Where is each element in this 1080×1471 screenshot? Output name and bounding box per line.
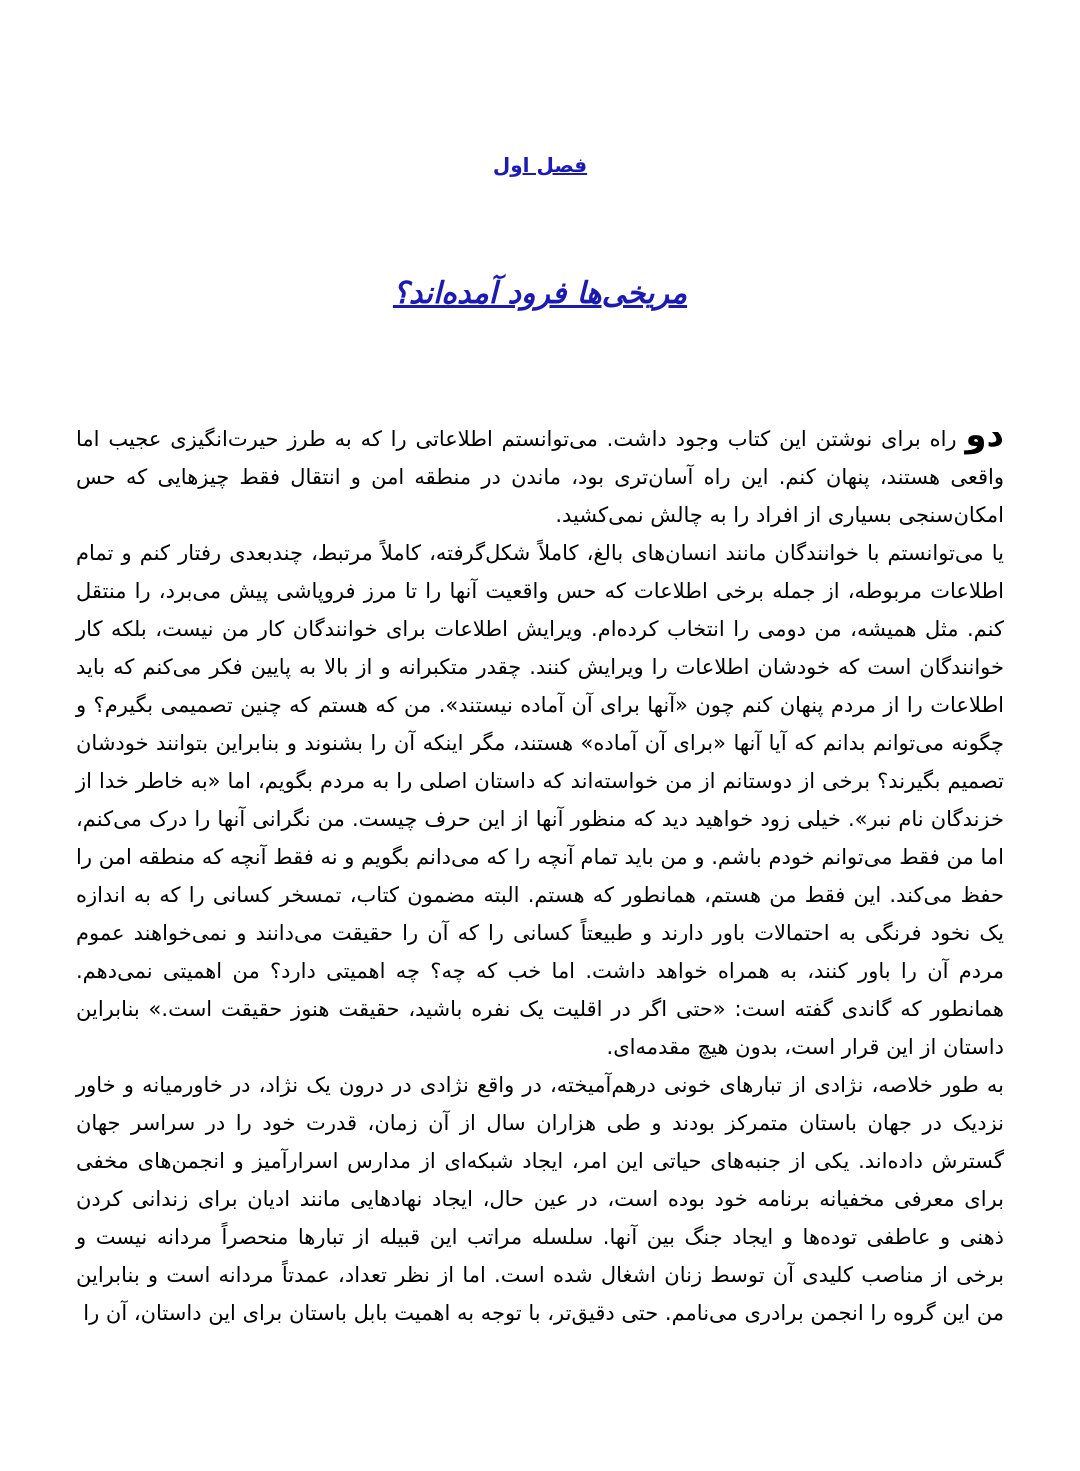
body-paragraph: یا می‌توانستم با خوانندگان مانند انسان‌های بالغ، کاملاً شکل‌گرفته، کاملاً مرتبط، چندبعدی رفتار کنم و تمام اطلاعات مربوطه، از جمله برخی اطلاعات که حس واقعیت آنها را تا مرز فروپاشی پیش می‌برد، را منتقل کنم. مثل همیشه، من دومی را انتخاب کرده‌ام. ویرایش اطلاعات برای خوانندگان کار من نیست، بلکه کار خوانندگان است که خودشان اطلاعات را ویرایش کنند. چقدر متکبرانه و از بالا به پایین فکر می‌کنم که باید اطلاعات را از مردم پنهان کنم چون «آنها برای آن آماده نیستند». من که هستم که چنین تصمیمی بگیرم؟ و چگونه می‌توانم بدانم که آیا آنها «برای آن آماده» هستند، مگر اینکه آن را بشنوند و بنابراین بتوانند خودشان تصمیم بگیرند؟ برخی از دوستانم از من خواسته‌اند که داستان اصلی را به مردم بگویم، اما «به خاطر خدا از خزندگان نام نبر». خیلی زود خواهید دید که منظور آنها از این حرف چیست. من نگرانی آنها را درک می‌کنم، اما من فقط می‌توانم خودم باشم. و من باید تمام آنچه را که می‌دانم بگویم و نه فقط آنچه که منطقه امن را حفظ می‌کند. این فقط من هستم، همانطور که هستم. البته مضمون کتاب، تمسخر کسانی را که به اندازه یک نخود فرنگی به احتمالات باور دارند و طبیعتاً کسانی را که آن را حقیقت می‌دانند و نمی‌خواهند عموم مردم آن را باور کنند، به همراه خواهد داشت. اما خب که چه؟ چه اهمیتی دارد؟ من اهمیتی نمی‌دهم. همانطور که گاندی گفته است: «حتی اگر در اقلیت یک نفره باشید، حقیقت هنوز حقیقت است.» بنابراین داستان از این قرار است، بدون هیچ مقدمه‌ای. (76, 541, 1004, 1059)
paragraph-text: راه برای نوشتن این کتاب وجود داشت. می‌توانستم اطلاعاتی را که به طرز حیرت‌انگیزی عجیب اما واقعی هستند، پنهان کنم. این راه آسان‌تری بود، ماندن در منطقه امن و انتقال فقط چیزهایی که حس امکان‌سنجی بسیاری از افراد را به چالش نمی‌کشید. (76, 427, 1004, 527)
body-paragraph: به طور خلاصه، نژادی از تبارهای خونی درهم‌آمیخته، در واقع نژادی در درون یک نژاد، در خاورمیانه و خاور نزدیک در جهان باستان متمرکز بودند و طی هزاران سال از آن زمان، قدرت خود را در سراسر جهان گسترش داده‌اند. یکی از جنبه‌های حیاتی این امر، ایجاد شبکه‌ای از مدارس اسرارآمیز و انجمن‌های مخفی برای معرفی مخفیانه برنامه خود بوده است، در عین حال، ایجاد نهادهایی مانند ادیان برای زندانی کردن ذهنی و عاطفی توده‌ها و ایجاد جنگ بین آنها. سلسله مراتب این قبیله از تبارها منحصراً مردانه نیست و برخی از مناصب کلیدی آن توسط زنان اشغال شده است. اما از نظر تعداد، عمدتاً مردانه است و بنابراین من این گروه را انجمن برادری می‌نامم. حتی دقیق‌تر، با توجه به اهمیت بابل باستان برای این داستان، آن را (76, 1073, 1004, 1325)
page-title[interactable]: مریخی‌ها فرود آمده‌اند؟ (392, 276, 688, 311)
document-body (76, 415, 1004, 1332)
lead-word: دو (965, 415, 1004, 455)
chapter-heading-link[interactable]: فصل اول (492, 153, 588, 177)
body-paragraph (76, 415, 1004, 534)
